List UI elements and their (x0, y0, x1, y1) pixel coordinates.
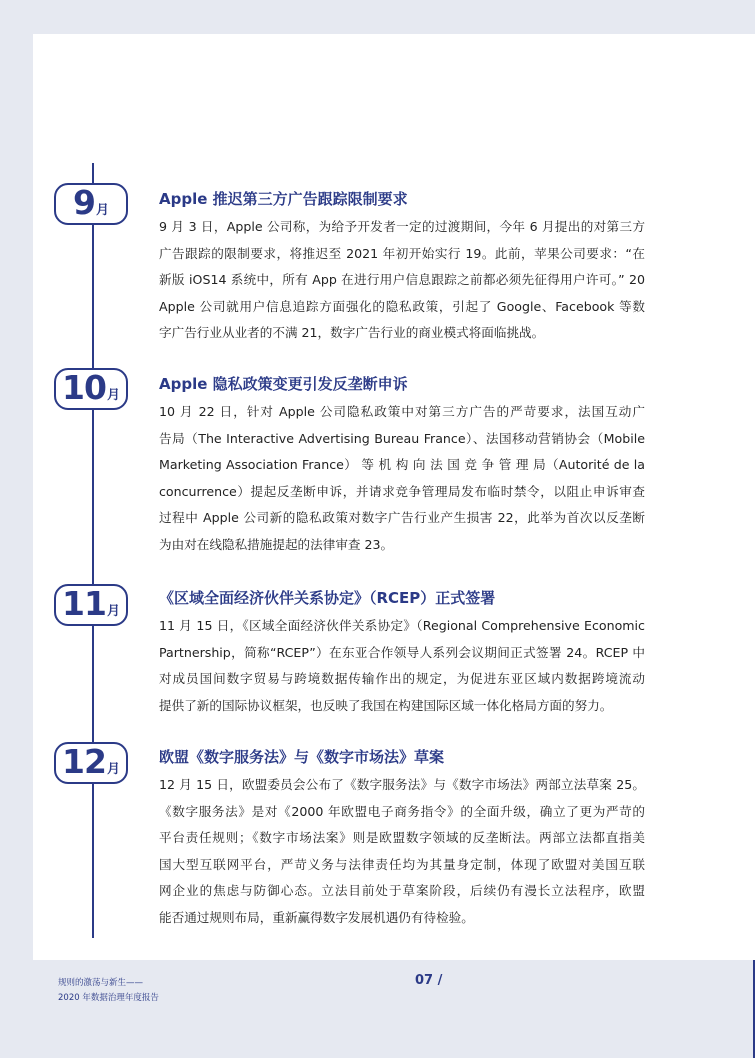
section-body (159, 772, 645, 931)
section-november (159, 587, 645, 719)
month-unit: 月 (106, 388, 120, 403)
body-line: Marketing Association France） 等 机 构 向 法 国 竞 争 管 理 局（Autorité de la (159, 457, 645, 472)
month-badge-october (54, 368, 128, 410)
month-badge-december (54, 742, 128, 784)
section-title: 《区域全面经济伙伴关系协定》（RCEP）正式签署 (159, 589, 496, 607)
section-title: 欧盟《数字服务法》与《数字市场法》草案 (159, 748, 445, 766)
section-body (159, 214, 645, 347)
month-unit: 月 (106, 762, 120, 777)
body-line: 12 月 15 日，欧盟委员会公布了《数字服务法》与《数字市场法》两部立法草案 25。 (159, 777, 645, 792)
section-october (159, 373, 645, 558)
section-title: Apple 隐私政策变更引发反垄断申诉 (159, 375, 408, 393)
body-line: 字广告行业从业者的不满 21，数字广告行业的商业模式将面临挑战。 (159, 325, 545, 340)
month-badge-september (54, 183, 128, 225)
body-line: 平台责任规则；《数字市场法案》则是欧盟数字领域的反垄断法。两部立法都直指美 (159, 830, 645, 845)
footer-line-2: 2020 年数据治理年度报告 (58, 993, 159, 1003)
month-number: 9 (73, 183, 95, 222)
body-line: Partnership，简称“RCEP”）在东亚合作领导人系列会议期间正式签署 24。RCEP 中 (159, 644, 645, 660)
body-line: 对成员国间数字贸易与跨境数据传输作出的规定，为促进东亚区域内数据跨境流动 (159, 671, 645, 686)
timeline-line (92, 163, 94, 938)
month-unit: 月 (106, 604, 120, 619)
footer-line-1: 规则的激荡与新生—— (58, 978, 144, 988)
body-line: 为由对在线隐私措施提起的法律审查 23。 (159, 536, 394, 552)
section-body (159, 399, 645, 558)
month-number: 10 (62, 368, 106, 407)
month-badge-november (54, 584, 128, 626)
month-number: 11 (62, 584, 106, 623)
section-september (159, 188, 645, 347)
month-number: 12 (62, 742, 106, 781)
month-unit: 月 (95, 203, 109, 218)
section-title: Apple 推迟第三方广告跟踪限制要求 (159, 190, 408, 208)
body-line: 11 月 15 日，《区域全面经济伙伴关系协定》（Regional Comprehensive Economic (159, 618, 645, 633)
body-line: 告局（The Interactive Advertising Bureau France）、法国移动营销协会（Mobile (159, 430, 645, 446)
page-number: 07 / (415, 973, 443, 988)
body-line: 新版 iOS14 系统中，所有 App 在进行用户信息跟踪之前都必须先征得用户许可。” 20 (159, 272, 645, 287)
body-line: 能否通过规则布局，重新赢得数字发展机遇仍有待检验。 (159, 909, 474, 925)
body-line: 9 月 3 日，Apple 公司称，为给予开发者一定的过渡期间，今年 6 月提出的对第三方 (159, 219, 645, 234)
footer-report-title (58, 976, 159, 1006)
body-line: 过程中 Apple 公司新的隐私政策对数字广告行业产生损害 22，此举为首次以反垄断 (159, 510, 645, 525)
body-line: 《数字服务法》是对《2000 年欧盟电子商务指令》的全面升级，确立了更为严苛的 (159, 803, 645, 819)
body-line: 10 月 22 日，针对 Apple 公司隐私政策中对第三方广告的严苛要求，法国互动广 (159, 404, 645, 419)
section-body (159, 613, 645, 719)
body-line: 国大型互联网平台，严苛义务与法律责任均为其量身定制，体现了欧盟对美国互联 (159, 856, 645, 872)
section-december (159, 746, 645, 931)
body-line: 提供了新的国际协议框架，也反映了我国在构建国际区域一体化格局方面的努力。 (159, 697, 613, 713)
body-line: Apple 公司就用户信息追踪方面强化的隐私政策，引起了 Google、Facebook 等数 (159, 298, 645, 314)
body-line: 网企业的焦虑与防御心态。立法目前处于草案阶段，后续仍有漫长立法程序，欧盟 (159, 883, 645, 898)
body-line: 广告跟踪的限制要求，将推迟至 2021 年初开始实行 19。此前，苹果公司要求：“在 (159, 245, 645, 261)
body-line: concurrence）提起反垄断申诉，并请求竞争管理局发布临时禁令，以阻止申诉审查 (159, 483, 645, 499)
